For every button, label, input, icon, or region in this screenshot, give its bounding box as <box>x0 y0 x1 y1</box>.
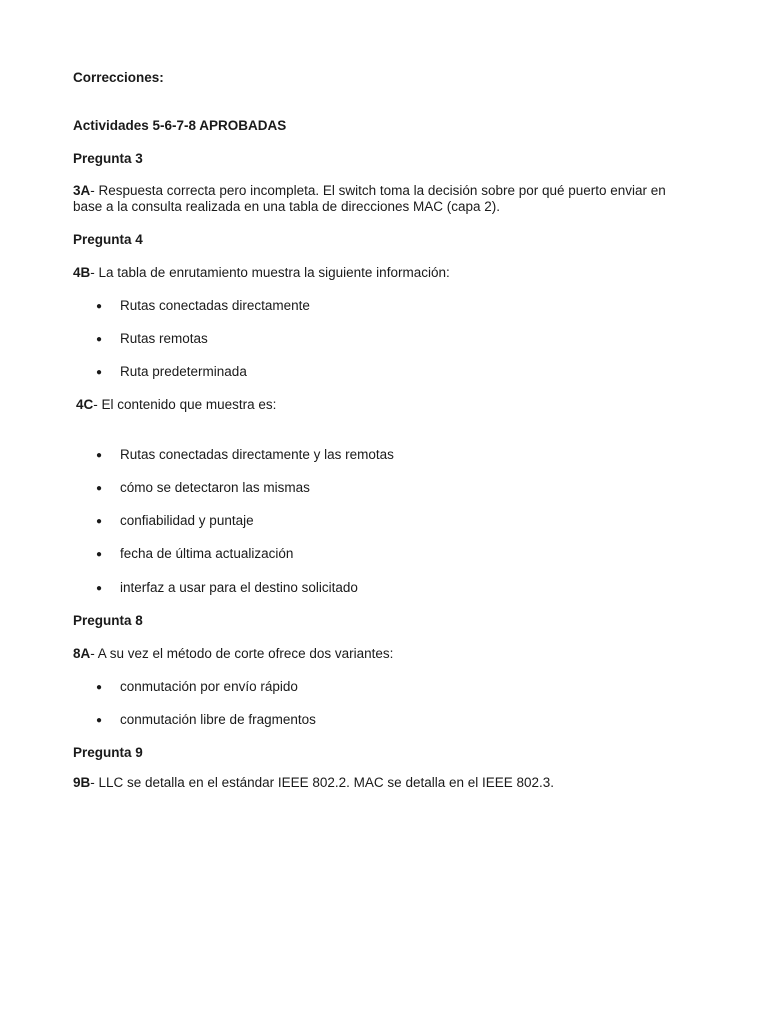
answer-4c-paragraph <box>76 397 276 413</box>
list-item <box>96 364 247 381</box>
answer-9b-paragraph <box>73 775 554 791</box>
question-8-heading: Pregunta 8 <box>73 613 143 628</box>
list-item <box>96 480 310 497</box>
list-item <box>96 679 298 696</box>
list-item-text: conmutación por envío rápido <box>120 679 298 694</box>
list-item-text: Rutas remotas <box>120 331 208 346</box>
list-item <box>96 447 394 464</box>
answer-4b-paragraph <box>73 265 450 281</box>
question-4-heading: Pregunta 4 <box>73 232 143 247</box>
answer-9b-label: 9B <box>73 775 91 790</box>
answer-4c-label: 4C <box>76 397 94 412</box>
list-item-text: conmutación libre de fragmentos <box>120 712 316 727</box>
list-item-text: Rutas conectadas directamente <box>120 298 310 313</box>
list-item <box>96 298 310 315</box>
answer-3a-text: - Respuesta correcta pero incompleta. El switch toma la decisión sobre por qué puerto enviar en base a la consulta realizada en una tabla de direcciones MAC (capa 2). <box>73 183 666 214</box>
bullet-icon: ● <box>96 334 103 345</box>
answer-8a-paragraph <box>73 646 393 662</box>
bullet-icon: ● <box>96 549 103 560</box>
answer-9b-text: - LLC se detalla en el estándar IEEE 802.2. MAC se detalla en el IEEE 802.3. <box>90 775 555 790</box>
bullet-icon: ● <box>96 715 103 726</box>
list-item-text: Rutas conectadas directamente y las remotas <box>120 447 394 462</box>
list-item <box>96 580 358 597</box>
answer-4b-text: - La tabla de enrutamiento muestra la siguiente información: <box>90 265 450 280</box>
list-item-text: Ruta predeterminada <box>120 364 247 379</box>
question-3-heading: Pregunta 3 <box>73 151 143 166</box>
answer-8a-text: - A su vez el método de corte ofrece dos variantes: <box>90 646 394 661</box>
list-item <box>96 513 254 530</box>
question-9-heading: Pregunta 9 <box>73 745 143 760</box>
bullet-icon: ● <box>96 450 103 461</box>
list-item <box>96 712 316 729</box>
answer-4c-text: - El contenido que muestra es: <box>93 397 277 412</box>
list-item-text: interfaz a usar para el destino solicitado <box>120 580 358 595</box>
bullet-icon: ● <box>96 367 103 378</box>
list-item-text: cómo se detectaron las mismas <box>120 480 310 495</box>
list-item-text: fecha de última actualización <box>120 546 294 561</box>
list-item <box>96 546 293 563</box>
list-item-text: confiabilidad y puntaje <box>120 513 254 528</box>
bullet-icon: ● <box>96 301 103 312</box>
bullet-icon: ● <box>96 483 103 494</box>
answer-8a-label: 8A <box>73 646 91 661</box>
corrections-heading: Correcciones: <box>73 70 164 85</box>
answer-3a-label: 3A <box>73 183 91 198</box>
bullet-icon: ● <box>96 583 103 594</box>
answer-3a-paragraph <box>73 183 683 215</box>
answer-4b-label: 4B <box>73 265 91 280</box>
list-item <box>96 331 208 348</box>
activities-heading: Actividades 5-6-7-8 APROBADAS <box>73 118 287 133</box>
bullet-icon: ● <box>96 682 103 693</box>
bullet-icon: ● <box>96 516 103 527</box>
